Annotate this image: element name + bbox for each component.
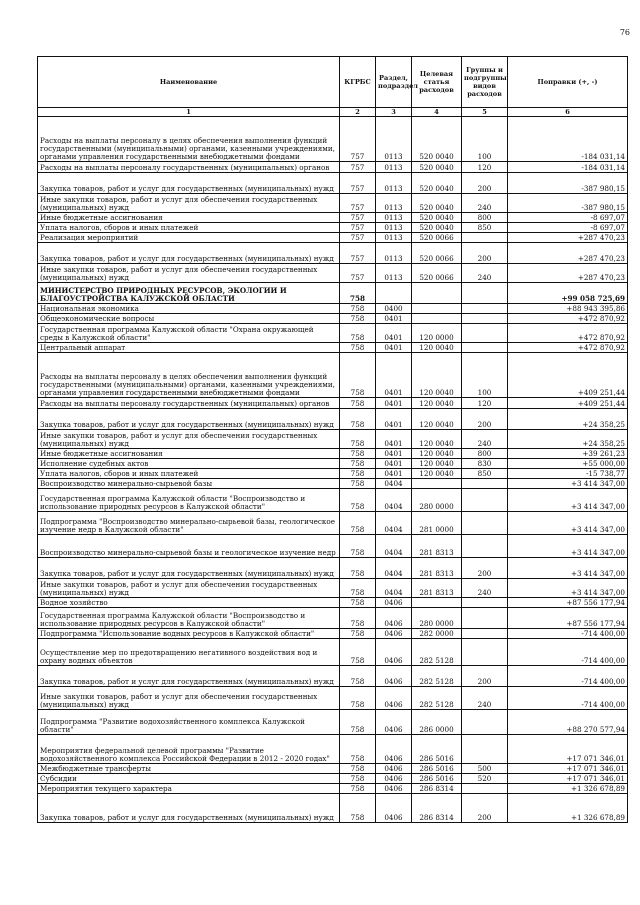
row-kgrbs: 758	[340, 794, 376, 823]
table-row	[38, 608, 628, 629]
row-amendment: +409 251,44	[508, 353, 628, 398]
row-kgrbs: 758	[340, 735, 376, 764]
row-name: Воспроизводство минерально-сырьевой базы	[38, 479, 340, 489]
table-row	[38, 409, 628, 430]
row-expense-group: 850	[462, 469, 508, 479]
row-name: Закупка товаров, работ и услуг для государственных (муниципальных) нужд	[38, 558, 340, 579]
row-section	[376, 283, 412, 304]
row-target-article	[412, 304, 462, 314]
table-row	[38, 213, 628, 223]
row-target-article: 120 0040	[412, 353, 462, 398]
row-amendment: +287 470,23	[508, 233, 628, 243]
row-amendment: +3 414 347,00	[508, 579, 628, 598]
header-amendments: Поправки (+, -)	[508, 57, 628, 108]
row-expense-group: 240	[462, 264, 508, 283]
row-target-article: 280 0000	[412, 489, 462, 512]
row-target-article: 520 0040	[412, 194, 462, 213]
row-kgrbs: 757	[340, 117, 376, 162]
row-kgrbs: 758	[340, 353, 376, 398]
row-expense-group: 520	[462, 774, 508, 784]
row-section: 0113	[376, 213, 412, 223]
row-name: Реализация мероприятий	[38, 233, 340, 243]
row-expense-group: 200	[462, 173, 508, 194]
row-amendment: +17 071 346,01	[508, 735, 628, 764]
row-section: 0406	[376, 784, 412, 794]
row-amendment: +88 270 577,94	[508, 710, 628, 735]
row-kgrbs: 758	[340, 489, 376, 512]
row-name: Подпрограмма "Развитие водохозяйственного комплекса Калужской области"	[38, 710, 340, 735]
header-expense-group: Группы и подгруппы видов расходов	[462, 57, 508, 108]
header-section: Раздел, подраздел	[376, 57, 412, 108]
row-section: 0401	[376, 430, 412, 449]
row-section: 0406	[376, 666, 412, 687]
row-kgrbs: 758	[340, 666, 376, 687]
row-expense-group	[462, 343, 508, 353]
row-target-article: 120 0000	[412, 324, 462, 343]
row-target-article: 286 5016	[412, 764, 462, 774]
table-row	[38, 710, 628, 735]
row-name: Расходы на выплаты персоналу государственных (муниципальных) органов	[38, 398, 340, 409]
row-section: 0406	[376, 794, 412, 823]
row-target-article: 286 8314	[412, 794, 462, 823]
row-expense-group: 200	[462, 666, 508, 687]
table-row	[38, 343, 628, 353]
row-expense-group: 120	[462, 398, 508, 409]
row-name: Мероприятия текущего характера	[38, 784, 340, 794]
row-name: Закупка товаров, работ и услуг для государственных (муниципальных) нужд	[38, 794, 340, 823]
row-kgrbs: 757	[340, 213, 376, 223]
row-section: 0401	[376, 343, 412, 353]
row-expense-group	[462, 598, 508, 608]
row-amendment: +3 414 347,00	[508, 512, 628, 535]
row-amendment: +472 870,92	[508, 324, 628, 343]
table-header-row	[38, 57, 628, 108]
row-name: Уплата налогов, сборов и иных платежей	[38, 223, 340, 233]
row-amendment: +287 470,23	[508, 264, 628, 283]
table-row	[38, 598, 628, 608]
row-expense-group	[462, 324, 508, 343]
row-name: Центральный аппарат	[38, 343, 340, 353]
table-row	[38, 489, 628, 512]
row-section: 0404	[376, 535, 412, 558]
row-target-article: 120 0040	[412, 449, 462, 459]
row-expense-group: 120	[462, 162, 508, 173]
row-target-article: 282 5128	[412, 666, 462, 687]
row-expense-group	[462, 314, 508, 324]
row-expense-group	[462, 710, 508, 735]
row-target-article: 282 5128	[412, 687, 462, 710]
table-row	[38, 430, 628, 449]
row-amendment: -387 980,15	[508, 194, 628, 213]
row-amendment: -8 697,07	[508, 213, 628, 223]
row-section: 0404	[376, 579, 412, 598]
row-section: 0401	[376, 469, 412, 479]
row-expense-group	[462, 283, 508, 304]
table-row	[38, 687, 628, 710]
row-target-article: 281 8313	[412, 558, 462, 579]
table-row	[38, 353, 628, 398]
row-target-article	[412, 314, 462, 324]
row-name: Закупка товаров, работ и услуг для государственных (муниципальных) нужд	[38, 173, 340, 194]
table-row	[38, 173, 628, 194]
row-kgrbs: 758	[340, 608, 376, 629]
row-name: Национальная экономика	[38, 304, 340, 314]
row-name: Исполнение судебных актов	[38, 459, 340, 469]
row-section: 0406	[376, 764, 412, 774]
table-row	[38, 512, 628, 535]
table-row	[38, 194, 628, 213]
column-number: 2	[340, 108, 376, 117]
row-section: 0406	[376, 608, 412, 629]
row-kgrbs: 758	[340, 283, 376, 304]
row-kgrbs: 758	[340, 687, 376, 710]
row-amendment: -714 400,00	[508, 687, 628, 710]
row-target-article: 282 5128	[412, 639, 462, 666]
row-target-article: 520 0040	[412, 117, 462, 162]
row-expense-group: 200	[462, 794, 508, 823]
row-name: Иные закупки товаров, работ и услуг для обеспечения государственных (муниципальных) нужд	[38, 430, 340, 449]
row-name: Закупка товаров, работ и услуг для государственных (муниципальных) нужд	[38, 243, 340, 264]
row-name: Иные бюджетные ассигнования	[38, 213, 340, 223]
table-row	[38, 735, 628, 764]
row-target-article: 120 0040	[412, 343, 462, 353]
row-kgrbs: 758	[340, 398, 376, 409]
header-target-article: Целевая статья расходов	[412, 57, 462, 108]
row-target-article: 120 0040	[412, 469, 462, 479]
row-amendment: +3 414 347,00	[508, 479, 628, 489]
row-amendment: +39 261,23	[508, 449, 628, 459]
row-kgrbs: 758	[340, 774, 376, 784]
table-row	[38, 233, 628, 243]
row-name: Расходы на выплаты персоналу государственных (муниципальных) органов	[38, 162, 340, 173]
row-section: 0406	[376, 735, 412, 764]
row-expense-group: 200	[462, 243, 508, 264]
row-target-article: 280 0000	[412, 608, 462, 629]
row-section: 0113	[376, 223, 412, 233]
table-row	[38, 558, 628, 579]
row-target-article	[412, 283, 462, 304]
row-expense-group: 100	[462, 353, 508, 398]
row-expense-group: 240	[462, 579, 508, 598]
row-expense-group	[462, 233, 508, 243]
row-name: Осуществление мер по предотвращению негативного воздействия вод и охрану водных объектов	[38, 639, 340, 666]
row-kgrbs: 757	[340, 233, 376, 243]
row-amendment: +24 358,25	[508, 409, 628, 430]
row-amendment: -8 697,07	[508, 223, 628, 233]
row-target-article: 281 8313	[412, 535, 462, 558]
row-target-article	[412, 598, 462, 608]
table-row	[38, 794, 628, 823]
row-section: 0113	[376, 264, 412, 283]
row-amendment: +17 071 346,01	[508, 774, 628, 784]
row-name: Государственная программа Калужской области "Воспроизводство и использование природных ресурсов в Калужской области"	[38, 608, 340, 629]
row-section: 0406	[376, 687, 412, 710]
row-kgrbs: 758	[340, 764, 376, 774]
row-amendment: +3 414 347,00	[508, 535, 628, 558]
row-name: Мероприятия федеральной целевой программы "Развитие водохозяйственного комплекса Российской Федерации в 2012 - 2020 годах"	[38, 735, 340, 764]
column-number: 4	[412, 108, 462, 117]
table-row	[38, 784, 628, 794]
row-kgrbs: 758	[340, 430, 376, 449]
row-section: 0113	[376, 162, 412, 173]
row-name: Иные закупки товаров, работ и услуг для обеспечения государственных (муниципальных) нужд	[38, 579, 340, 598]
row-target-article	[412, 479, 462, 489]
table-row	[38, 479, 628, 489]
row-target-article: 120 0040	[412, 409, 462, 430]
row-section: 0113	[376, 243, 412, 264]
row-expense-group: 240	[462, 687, 508, 710]
row-section: 0113	[376, 117, 412, 162]
row-name: Расходы на выплаты персоналу в целях обеспечения выполнения функций государственными (муниципальными) органами, казенными учреждениями, органами управления государственными внебюджетными фондами	[38, 353, 340, 398]
table-row	[38, 469, 628, 479]
row-expense-group	[462, 535, 508, 558]
row-name: Воспроизводство минерально-сырьевой базы и геологическое изучение недр	[38, 535, 340, 558]
row-expense-group: 100	[462, 117, 508, 162]
table-row	[38, 579, 628, 598]
row-section: 0401	[376, 324, 412, 343]
column-number: 3	[376, 108, 412, 117]
row-kgrbs: 757	[340, 243, 376, 264]
row-name: Подпрограмма "Воспроизводство минерально-сырьевой базы, геологическое изучение недр в Калужской области"	[38, 512, 340, 535]
row-kgrbs: 758	[340, 598, 376, 608]
row-amendment: +3 414 347,00	[508, 558, 628, 579]
row-name: Государственная программа Калужской области "Охрана окружающей среды в Калужской области"	[38, 324, 340, 343]
row-target-article: 286 8314	[412, 784, 462, 794]
row-target-article: 120 0040	[412, 430, 462, 449]
row-section: 0113	[376, 173, 412, 194]
row-target-article: 520 0040	[412, 213, 462, 223]
row-kgrbs: 758	[340, 343, 376, 353]
row-target-article: 520 0040	[412, 162, 462, 173]
row-amendment: -184 031,14	[508, 162, 628, 173]
table-row	[38, 774, 628, 784]
row-name: Уплата налогов, сборов и иных платежей	[38, 469, 340, 479]
row-name: Закупка товаров, работ и услуг для государственных (муниципальных) нужд	[38, 666, 340, 687]
row-expense-group	[462, 629, 508, 639]
table-row	[38, 117, 628, 162]
row-kgrbs: 758	[340, 449, 376, 459]
row-amendment: +287 470,23	[508, 243, 628, 264]
table-row	[38, 223, 628, 233]
row-target-article: 520 0040	[412, 173, 462, 194]
row-kgrbs: 757	[340, 194, 376, 213]
row-amendment: -15 738,77	[508, 469, 628, 479]
row-target-article: 282 0000	[412, 629, 462, 639]
row-expense-group	[462, 479, 508, 489]
row-kgrbs: 758	[340, 469, 376, 479]
row-amendment: -714 400,00	[508, 629, 628, 639]
table-row	[38, 764, 628, 774]
row-kgrbs: 758	[340, 314, 376, 324]
row-section: 0406	[376, 710, 412, 735]
row-kgrbs: 758	[340, 710, 376, 735]
row-target-article: 281 0000	[412, 512, 462, 535]
row-kgrbs: 758	[340, 324, 376, 343]
row-amendment: -714 400,00	[508, 666, 628, 687]
row-name: Иные бюджетные ассигнования	[38, 449, 340, 459]
row-expense-group	[462, 735, 508, 764]
row-name: Общеэкономические вопросы	[38, 314, 340, 324]
row-amendment: +55 000,00	[508, 459, 628, 469]
row-name: Водное хозяйство	[38, 598, 340, 608]
row-section: 0406	[376, 598, 412, 608]
row-target-article: 520 0066	[412, 264, 462, 283]
row-section: 0406	[376, 629, 412, 639]
row-target-article: 120 0040	[412, 459, 462, 469]
row-name: Закупка товаров, работ и услуг для государственных (муниципальных) нужд	[38, 409, 340, 430]
row-kgrbs: 758	[340, 579, 376, 598]
row-name: Иные закупки товаров, работ и услуг для обеспечения государственных (муниципальных) нужд	[38, 687, 340, 710]
row-amendment: +1 326 678,89	[508, 784, 628, 794]
table-row	[38, 459, 628, 469]
row-expense-group	[462, 608, 508, 629]
page-number: 76	[619, 28, 630, 37]
row-target-article: 120 0040	[412, 398, 462, 409]
row-kgrbs: 758	[340, 535, 376, 558]
table-row	[38, 629, 628, 639]
row-section: 0401	[376, 398, 412, 409]
row-kgrbs: 758	[340, 558, 376, 579]
row-expense-group: 240	[462, 194, 508, 213]
table-row	[38, 243, 628, 264]
row-target-article: 281 8313	[412, 579, 462, 598]
column-number-row	[38, 108, 628, 117]
row-target-article: 520 0066	[412, 233, 462, 243]
column-number: 5	[462, 108, 508, 117]
row-expense-group: 800	[462, 213, 508, 223]
row-expense-group: 830	[462, 459, 508, 469]
row-section: 0406	[376, 774, 412, 784]
row-target-article: 520 0066	[412, 243, 462, 264]
row-target-article: 286 5016	[412, 735, 462, 764]
table-row	[38, 449, 628, 459]
row-kgrbs: 758	[340, 409, 376, 430]
row-name: Межбюджетные трансферты	[38, 764, 340, 774]
row-name: Государственная программа Калужской области "Воспроизводство и использование природных ресурсов в Калужской области"	[38, 489, 340, 512]
row-section: 0113	[376, 233, 412, 243]
row-name: Подпрограмма "Использование водных ресурсов в Калужской области"	[38, 629, 340, 639]
row-kgrbs: 757	[340, 173, 376, 194]
row-amendment: +472 870,92	[508, 314, 628, 324]
row-expense-group: 200	[462, 558, 508, 579]
row-amendment: +87 556 177,94	[508, 608, 628, 629]
row-target-article: 286 0000	[412, 710, 462, 735]
row-expense-group: 850	[462, 223, 508, 233]
row-amendment: +24 358,25	[508, 430, 628, 449]
row-kgrbs: 757	[340, 162, 376, 173]
table-row	[38, 535, 628, 558]
row-expense-group	[462, 784, 508, 794]
table-row	[38, 639, 628, 666]
row-section: 0401	[376, 409, 412, 430]
row-expense-group	[462, 512, 508, 535]
row-section: 0401	[376, 449, 412, 459]
row-kgrbs: 758	[340, 459, 376, 469]
column-number: 6	[508, 108, 628, 117]
row-section: 0404	[376, 558, 412, 579]
row-name: Иные закупки товаров, работ и услуг для обеспечения государственных (муниципальных) нужд	[38, 264, 340, 283]
row-name: МИНИСТЕРСТВО ПРИРОДНЫХ РЕСУРСОВ, ЭКОЛОГИИ И БЛАГОУСТРОЙСТВА КАЛУЖСКОЙ ОБЛАСТИ	[38, 283, 340, 304]
table-row	[38, 314, 628, 324]
row-amendment: -387 980,15	[508, 173, 628, 194]
row-section: 0404	[376, 512, 412, 535]
budget-amendments-table	[37, 56, 628, 823]
row-amendment: +17 071 346,01	[508, 764, 628, 774]
row-name: Субсидии	[38, 774, 340, 784]
table-row	[38, 283, 628, 304]
row-target-article: 286 5016	[412, 774, 462, 784]
row-expense-group	[462, 489, 508, 512]
table-row	[38, 324, 628, 343]
column-number: 1	[38, 108, 340, 117]
row-section: 0400	[376, 304, 412, 314]
header-name: Наименование	[38, 57, 340, 108]
row-amendment: -184 031,14	[508, 117, 628, 162]
table-row	[38, 398, 628, 409]
row-expense-group: 240	[462, 430, 508, 449]
row-kgrbs: 758	[340, 629, 376, 639]
row-section: 0113	[376, 194, 412, 213]
table-row	[38, 304, 628, 314]
row-section: 0404	[376, 489, 412, 512]
table-row	[38, 666, 628, 687]
row-expense-group: 200	[462, 409, 508, 430]
row-section: 0401	[376, 353, 412, 398]
row-section: 0401	[376, 314, 412, 324]
row-amendment: +99 058 725,69	[508, 283, 628, 304]
row-expense-group	[462, 304, 508, 314]
row-section: 0404	[376, 479, 412, 489]
row-expense-group: 800	[462, 449, 508, 459]
row-amendment: +1 326 678,89	[508, 794, 628, 823]
row-expense-group	[462, 639, 508, 666]
table-row	[38, 264, 628, 283]
header-kgrbs: КГРБС	[340, 57, 376, 108]
row-section: 0401	[376, 459, 412, 469]
row-kgrbs: 758	[340, 639, 376, 666]
row-name: Расходы на выплаты персоналу в целях обеспечения выполнения функций государственными (муниципальными) органами, казенными учреждениями, органами управления государственными внебюджетными фондами	[38, 117, 340, 162]
row-kgrbs: 757	[340, 264, 376, 283]
row-kgrbs: 758	[340, 784, 376, 794]
row-kgrbs: 758	[340, 479, 376, 489]
row-amendment: +88 943 395,86	[508, 304, 628, 314]
row-kgrbs: 758	[340, 304, 376, 314]
row-amendment: +472 870,92	[508, 343, 628, 353]
table-body	[38, 117, 628, 823]
row-section: 0406	[376, 639, 412, 666]
row-target-article: 520 0040	[412, 223, 462, 233]
row-amendment: +409 251,44	[508, 398, 628, 409]
row-kgrbs: 758	[340, 512, 376, 535]
row-kgrbs: 757	[340, 223, 376, 233]
row-amendment: +87 556 177,94	[508, 598, 628, 608]
table-row	[38, 162, 628, 173]
row-amendment: -714 400,00	[508, 639, 628, 666]
row-expense-group: 500	[462, 764, 508, 774]
row-amendment: +3 414 347,00	[508, 489, 628, 512]
row-name: Иные закупки товаров, работ и услуг для обеспечения государственных (муниципальных) нужд	[38, 194, 340, 213]
